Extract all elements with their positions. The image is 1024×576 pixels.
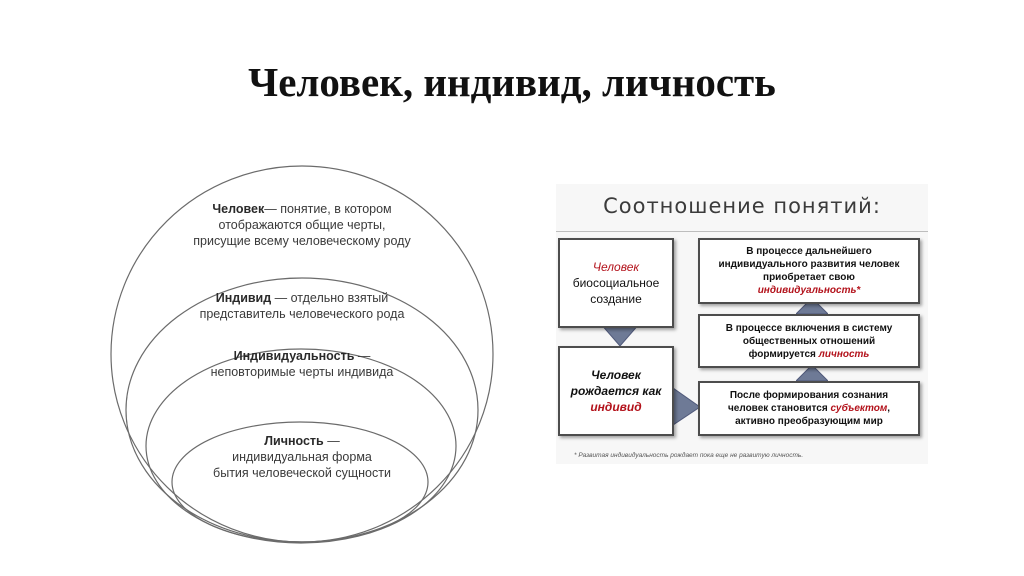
desc-individ-2: представитель человеческого рода bbox=[199, 307, 405, 321]
red-term-subject: субъектом bbox=[830, 403, 888, 414]
term-individ: Индивид bbox=[215, 291, 272, 305]
term-lichnost: Личность bbox=[264, 434, 324, 448]
box4-line1: В процессе включения в систему bbox=[725, 322, 893, 334]
desc-individualnost-1: — bbox=[354, 349, 371, 363]
panel-divider bbox=[556, 231, 928, 232]
desc-lichnost-1: — bbox=[323, 434, 340, 448]
desc-chelovek-2: отображаются общие черты, bbox=[218, 218, 386, 232]
box-individualnost bbox=[698, 238, 920, 304]
box5-comma: , bbox=[887, 403, 890, 414]
box2-line2: рождается как bbox=[570, 384, 662, 398]
box1-line3: создание bbox=[590, 292, 642, 306]
ellipse-text-lichnost bbox=[152, 433, 452, 481]
desc-chelovek-1: — понятие, в котором bbox=[264, 202, 392, 216]
red-term-chelovek: Человек bbox=[592, 260, 640, 274]
box-chelovek-biosocial bbox=[558, 238, 674, 328]
arrow-right-icon bbox=[673, 388, 701, 426]
ellipse-text-chelovek bbox=[152, 201, 452, 249]
term-individualnost: Индивидуальность bbox=[233, 349, 355, 363]
ellipse-text-individualnost bbox=[152, 348, 452, 380]
desc-lichnost-3: бытия человеческой сущности bbox=[213, 466, 391, 480]
concepts-panel bbox=[556, 184, 928, 464]
desc-chelovek-3: присущие всему человеческому роду bbox=[193, 234, 411, 248]
box-lichnost bbox=[698, 314, 920, 368]
desc-individualnost-2: неповторимые черты индивида bbox=[210, 365, 394, 379]
box1-line2: биосоциальное bbox=[572, 276, 660, 290]
box4-line2: общественных отношений bbox=[742, 335, 876, 347]
box5-line2: человек становится bbox=[727, 403, 831, 414]
box3-line2: индивидуального развития человек bbox=[718, 259, 900, 270]
box5-line3: активно преобразующим мир bbox=[735, 416, 883, 427]
box3-line1: В процессе дальнейшего bbox=[746, 246, 872, 257]
box3-line3: приобретает свою bbox=[763, 272, 855, 283]
box4-line3: формируется bbox=[748, 348, 819, 360]
box-subject bbox=[698, 381, 920, 436]
box2-line1: Человек bbox=[591, 368, 641, 382]
panel-title: Соотношение понятий: bbox=[603, 194, 881, 218]
slide-title: Человек, индивид, личность bbox=[248, 59, 776, 105]
box-born-as-individ bbox=[558, 346, 674, 436]
red-term-lichnost: личность bbox=[818, 348, 870, 360]
desc-individ-1: — отдельно взятый bbox=[271, 291, 389, 305]
term-chelovek: Человек bbox=[212, 202, 265, 216]
panel-footnote: * Развитая индивидуальность рождает пока еще не развитую личность. bbox=[574, 452, 804, 459]
box5-line1: После формирования сознания bbox=[729, 390, 889, 401]
red-term-individualnost: индивидуальность* bbox=[757, 285, 861, 296]
red-term-individ: индивид bbox=[590, 400, 642, 414]
ellipse-text-individ bbox=[152, 290, 452, 322]
desc-lichnost-2: индивидуальная форма bbox=[232, 450, 372, 464]
